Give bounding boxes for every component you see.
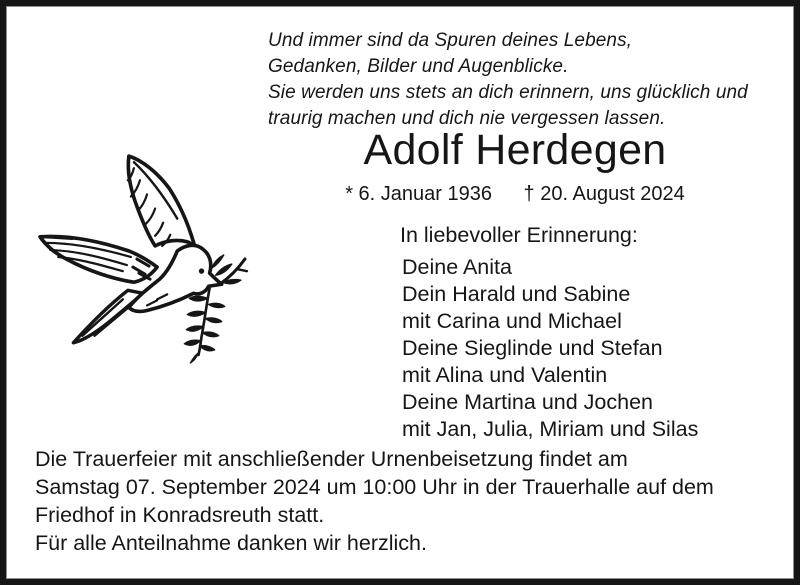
mourner-line: mit Jan, Julia, Miriam und Silas [402, 417, 699, 441]
funeral-line: Samstag 07. September 2024 um 10:00 Uhr in der Trauerhalle auf dem [35, 475, 714, 499]
epigraph-line: Gedanken, Bilder und Augenblicke. [268, 56, 569, 77]
epigraph [268, 28, 748, 132]
mourner-line: mit Carina und Michael [402, 309, 622, 333]
mourner-line: Dein Harald und Sabine [402, 282, 631, 306]
remembrance-heading: In liebevoller Erinnerung: [400, 223, 638, 247]
funeral-notice [35, 445, 714, 529]
birth-date: * 6. Januar 1936 [345, 183, 492, 205]
mourner-line: Deine Anita [402, 255, 512, 279]
life-dates [250, 182, 780, 206]
deceased-name: Adolf Herdegen [363, 126, 667, 174]
mourner-line: Deine Martina und Jochen [402, 390, 653, 414]
mourners-list [402, 254, 698, 443]
epigraph-line: Und immer sind da Spuren deines Lebens, [268, 30, 633, 51]
death-date: † 20. August 2024 [523, 183, 685, 205]
funeral-line: Friedhof in Konradsreuth statt. [35, 503, 325, 527]
epigraph-line: traurig machen und dich nie vergessen lassen. [268, 108, 666, 129]
mourner-line: Deine Sieglinde und Stefan [402, 336, 663, 360]
dove-olive-branch-icon [38, 146, 250, 368]
mourner-line: mit Alina und Valentin [402, 363, 608, 387]
funeral-line: Die Trauerfeier mit anschließender Urnenbeisetzung findet am [35, 447, 628, 471]
closing-thanks: Für alle Anteilnahme danken wir herzlich. [35, 531, 427, 555]
epigraph-line: Sie werden uns stets an dich erinnern, uns glücklich und [268, 82, 748, 103]
